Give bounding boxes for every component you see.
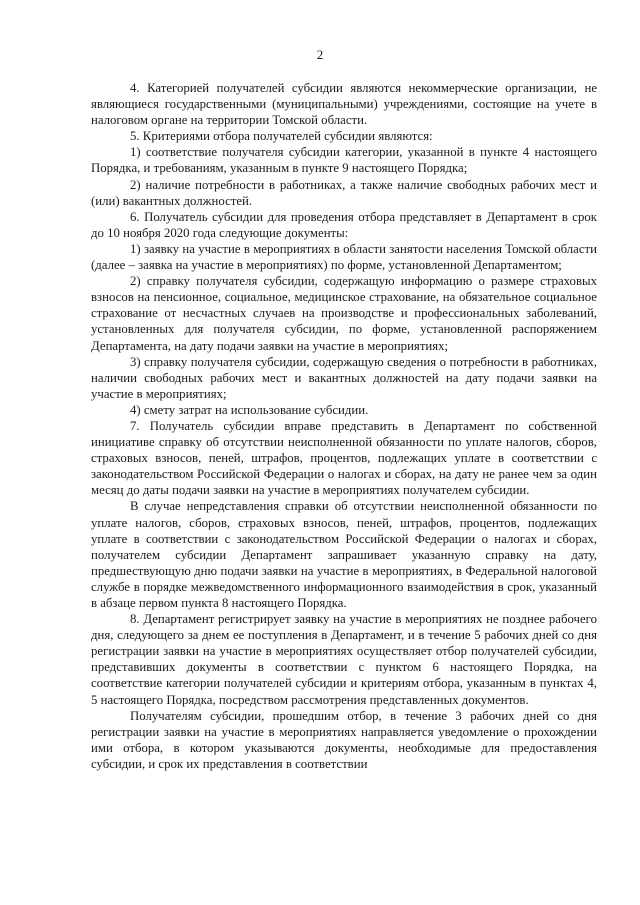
paragraph-item-7-continued: В случае непредставления справки об отсутствии неисполненной обязанности по уплате налогов, сборов, страховых взносов, пеней, штрафов, процентов, подлежащих уплате в соответствии с законодательством Российской Федерации о налогах и сборах, получателем субсидии Департамент запрашивает указанную справку на дату, предшествующую дню подачи заявки на участие в мероприятиях, в Федеральной налоговой службе в порядке межведомственного информационного взаимодействия в срок, указанный в абзаце первом пункта 8 настоящего Порядка. (91, 499, 597, 610)
paragraph-item-4: 4. Категорией получателей субсидии являются некоммерческие организации, не являющиеся государственными (муниципальными) учреждениями, состоящие на учете в налоговом органе на территории Томской области. (91, 81, 597, 128)
paragraph-item-5-1: 1) соответствие получателя субсидии категории, указанной в пункте 4 настоящего Порядка, и требованиям, указанным в пункте 9 настоящего Порядка; (91, 145, 597, 176)
paragraph-item-6-4: 4) смету затрат на использование субсидии. (130, 402, 369, 417)
paragraph-item-6: 6. Получатель субсидии для проведения отбора представляет в Департамент в срок до 10 ноября 2020 года следующие документы: (91, 209, 597, 240)
paragraph-item-5: 5. Критериями отбора получателей субсидии являются: (130, 129, 433, 144)
paragraph-item-6-2: 2) справку получателя субсидии, содержащую информацию о размере страховых взносов на пенсионное, социальное, медицинское страхование, на обязательное социальное страхование от несчастных случаев на производстве и профессиональных заболеваний, установленных для получателя субсидии, по форме, установленной распоряжением Департамента, на дату подачи заявки на участие в мероприятиях; (91, 274, 597, 353)
paragraph-item-8-continued: Получателям субсидии, прошедшим отбор, в течение 3 рабочих дней со дня регистрации заявки на участие в мероприятиях направляется уведомление о прохождении ими отбора, в котором указываются документы, необходимые для предоставления субсидии, и срок их представления в соответствии (91, 708, 597, 771)
document-body (91, 80, 597, 772)
paragraph-item-6-3: 3) справку получателя субсидии, содержащую сведения о потребности в работниках, наличии свободных рабочих мест и вакантных должностей на дату подачи заявки на участие в мероприятиях; (91, 354, 597, 401)
paragraph-item-8: 8. Департамент регистрирует заявку на участие в мероприятиях не позднее рабочего дня, следующего за днем ее поступления в Департамент, и в течение 5 рабочих дней со дня регистрации заявки на участие в мероприятиях осуществляет отбор получателей субсидии, представивших документы в соответствии с пунктом 6 настоящего Порядка, на соответствие категории получателей субсидии и критериям отбора, указанным в пунктах 4, 5 настоящего Порядка, посредством рассмотрения представленных документов. (91, 612, 597, 707)
paragraph-item-6-1: 1) заявку на участие в мероприятиях в области занятости населения Томской области (далее – заявка на участие в мероприятиях) по форме, установленной Департаментом; (91, 241, 597, 273)
paragraph-item-7: 7. Получатель субсидии вправе представить в Департамент по собственной инициативе справку об отсутствии неисполненной обязанности по уплате налогов, сборов, страховых взносов, пеней, штрафов, процентов, подлежащих уплате в соответствии с законодательством Российской Федерации о налогах и сборах, на дату не ранее чем за один месяц до даты подачи заявки на участие в мероприятиях получателем субсидии. (91, 418, 597, 498)
page-number: 2 (316, 47, 324, 62)
paragraph-item-5-2: 2) наличие потребности в работниках, а также наличие свободных рабочих мест и (или) вакантных должностей. (91, 177, 597, 208)
